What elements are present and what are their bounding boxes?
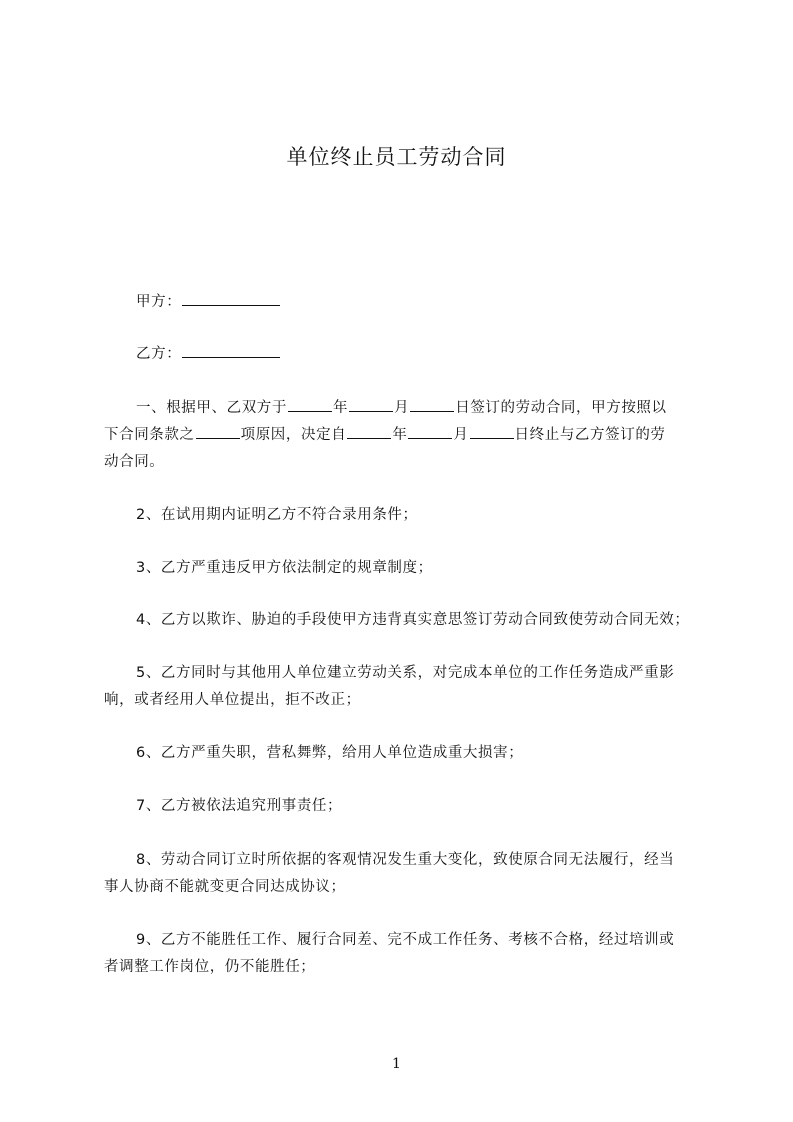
clause-1-line-2 <box>104 422 714 448</box>
clause-1-line-1 <box>104 395 746 421</box>
clause-4: 4、乙方以欺诈、胁迫的手段使甲方违背真实意思签订劳动合同致使劳动合同无效； <box>136 612 690 628</box>
party-b-label: 乙方： <box>136 346 182 362</box>
clause-1-text: 月 <box>394 400 410 416</box>
end-day-blank[interactable] <box>470 423 514 439</box>
clause-1-text: 日终止与乙方签订的劳 <box>514 427 666 443</box>
party-b-blank[interactable] <box>182 342 280 358</box>
sign-year-blank[interactable] <box>288 396 332 412</box>
party-a-line <box>104 289 746 315</box>
clause-1-text: 年 <box>392 427 408 443</box>
clause-number-blank[interactable] <box>196 423 240 439</box>
clause-8-line-1: 8、劳动合同订立时所依据的客观情况发生重大变化，致使原合同无法履行，经当 <box>136 852 675 868</box>
clause-1-line-3: 动合同。 <box>104 454 165 470</box>
clause-1-text: 项原因，决定自 <box>240 427 347 443</box>
clause-5-line-2: 响，或者经用人单位提出，拒不改正； <box>104 692 361 708</box>
clause-1-text: 月 <box>453 427 469 443</box>
clause-7: 7、乙方被依法追究刑事责任； <box>136 798 343 814</box>
clause-1-text: 日签订的劳动合同，甲方按照以 <box>455 400 667 416</box>
end-month-blank[interactable] <box>408 423 452 439</box>
party-a-blank[interactable] <box>182 290 280 306</box>
clause-9-line-1: 9、乙方不能胜任工作、履行合同差、完不成工作任务、考核不合格，经过培训或 <box>136 932 675 948</box>
clause-8-line-2: 事人协商不能就变更合同达成协议； <box>104 879 346 895</box>
clause-2: 2、在试用期内证明乙方不符合录用条件； <box>136 507 418 523</box>
clause-1-text: 一、根据甲、乙双方于 <box>136 400 287 416</box>
clause-5-line-1: 5、乙方同时与其他用人单位建立劳动关系，对完成本单位的工作任务造成严重影 <box>136 665 675 681</box>
party-a-label: 甲方： <box>136 294 182 310</box>
party-b-line <box>104 341 746 367</box>
page-number: 1 <box>392 1056 401 1072</box>
clause-1-text: 下合同条款之 <box>104 427 195 443</box>
end-year-blank[interactable] <box>347 423 391 439</box>
clause-3: 3、乙方严重违反甲方依法制定的规章制度； <box>136 560 433 576</box>
document-title: 单位终止员工劳动合同 <box>286 145 507 169</box>
sign-day-blank[interactable] <box>410 396 454 412</box>
clause-6: 6、乙方严重失职，营私舞弊，给用人单位造成重大损害； <box>136 745 524 761</box>
clause-9-line-2: 者调整工作岗位，仍不能胜任； <box>104 959 316 975</box>
clause-1-text: 年 <box>333 400 349 416</box>
sign-month-blank[interactable] <box>349 396 393 412</box>
